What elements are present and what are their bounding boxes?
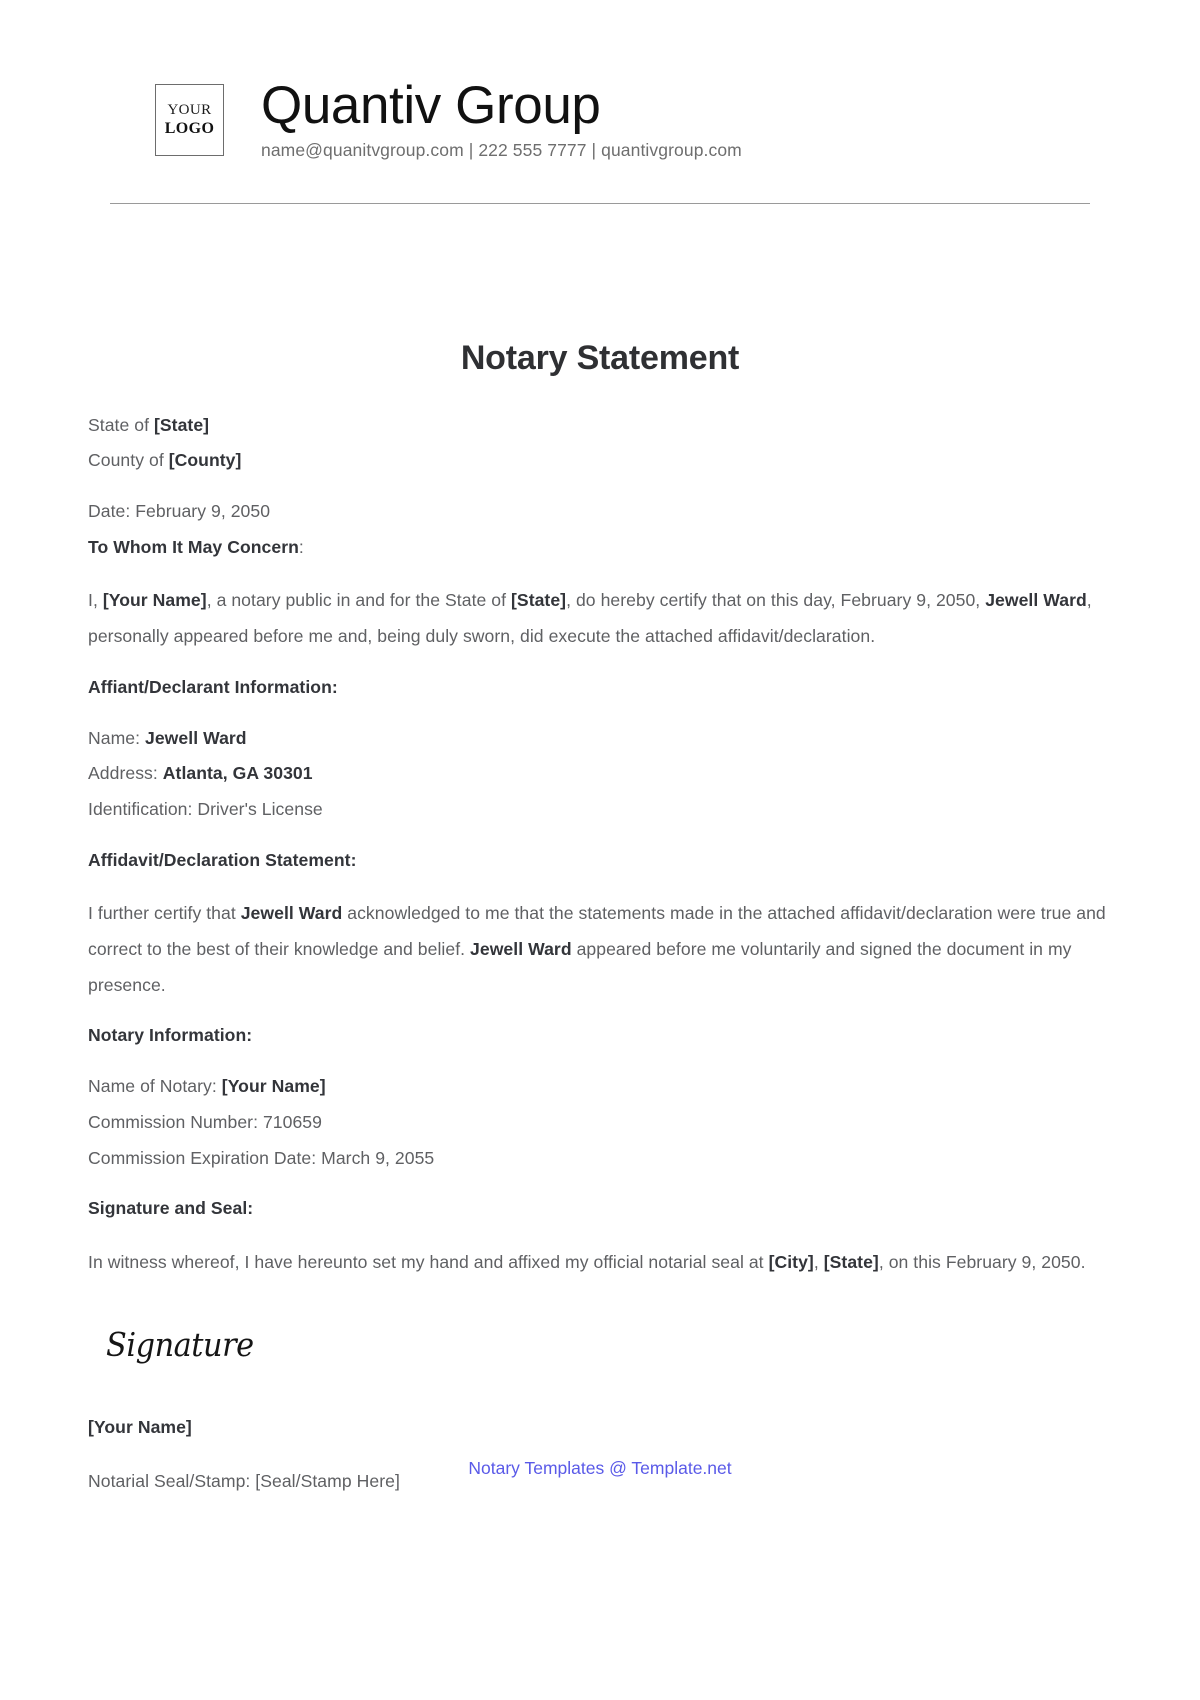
witness-paragraph: [88, 1245, 1112, 1281]
signer-name-value: [Your Name]: [88, 1416, 192, 1437]
logo-text-your: YOUR: [167, 102, 212, 119]
company-name: Quantiv Group: [261, 76, 601, 135]
witness-text-3: , on this February 9, 2050.: [878, 1252, 1086, 1272]
notary-name-label: Name of Notary:: [88, 1076, 222, 1097]
salutation-bold: To Whom It May Concern: [88, 536, 299, 557]
affidavit-section-heading: [88, 843, 1112, 879]
footer-link-template-net[interactable]: Template.net: [631, 1458, 732, 1478]
state-label: State of: [88, 414, 154, 435]
witness-text-2: ,: [813, 1252, 824, 1272]
brand-block: [261, 78, 742, 163]
state-value: [State]: [153, 414, 210, 435]
county-label: County of: [88, 450, 169, 471]
affiant-name-line: [88, 721, 1112, 757]
affidavit-text-1: I further certify that: [88, 903, 241, 924]
logo-text-logo: LOGO: [164, 119, 215, 137]
affiant-name-label: Name:: [88, 727, 146, 748]
header-divider: [110, 203, 1090, 204]
notary-heading-text: Notary Information:: [88, 1025, 253, 1046]
certify-state: [State]: [511, 590, 567, 611]
signer-name-line: [88, 1410, 1112, 1446]
certification-paragraph: [88, 583, 1112, 654]
state-line: [88, 408, 1112, 444]
affidavit-text-2: acknowledged to me that the statements made in the attached affidavit/declaration were true and correct to the best of their knowledge and belief.: [88, 903, 1106, 960]
affidavit-paragraph: [88, 896, 1112, 1003]
affiant-heading-text: Affiant/Declarant Information:: [88, 676, 338, 697]
notary-name-line: [88, 1069, 1112, 1105]
signature-section-heading: [88, 1191, 1112, 1227]
affiant-address-label: Address:: [88, 763, 163, 784]
county-line: [88, 443, 1112, 479]
affidavit-heading-text: Affidavit/Declaration Statement:: [88, 849, 357, 870]
affiant-identification-line: Identification: Driver's License: [88, 798, 323, 819]
affiant-address-line: [88, 756, 1112, 792]
certify-text-4: , personally appeared before me and, being duly sworn, did execute the attached affidavit/declaration.: [88, 590, 1092, 647]
letterhead: [0, 0, 1200, 163]
certify-affiant-name: Jewell Ward: [985, 590, 1087, 611]
salutation-line: [88, 530, 1112, 566]
footer-link-notary-templates[interactable]: Notary Templates: [468, 1458, 605, 1478]
affiant-address-value: Atlanta, GA 30301: [162, 763, 313, 784]
contact-line: name@quanitvgroup.com | 222 555 7777 | quantivgroup.com: [261, 139, 742, 160]
witness-city: [City]: [768, 1252, 814, 1272]
date-line: Date: February 9, 2050: [88, 501, 271, 522]
certify-text-1: I,: [88, 590, 103, 611]
affiant-section-heading: [88, 670, 1112, 706]
logo-placeholder: [155, 84, 224, 156]
salutation-colon: :: [298, 536, 304, 557]
footer: [0, 1458, 1200, 1479]
commission-expiration-line: Commission Expiration Date: March 9, 2055: [88, 1147, 435, 1168]
witness-text-1: In witness whereof, I have hereunto set my hand and affixed my official notarial seal at: [88, 1252, 769, 1272]
signature-heading-text: Signature and Seal:: [88, 1198, 254, 1219]
certify-your-name: [Your Name]: [102, 590, 207, 611]
affidavit-affiant-name-2: Jewell Ward: [470, 939, 572, 960]
affidavit-text-3: appeared before me voluntarily and signed the document in my presence.: [88, 939, 1072, 995]
notary-section-heading: [88, 1018, 1112, 1054]
affidavit-affiant-name-1: Jewell Ward: [240, 903, 343, 924]
signature-script: Signature: [106, 1324, 254, 1364]
commission-number-line: Commission Number: 710659: [88, 1111, 322, 1132]
witness-state: [State]: [823, 1252, 879, 1272]
affiant-name-value: Jewell Ward: [145, 727, 247, 748]
certify-text-2: , a notary public in and for the State of: [206, 590, 511, 611]
seal-stamp-line: Notarial Seal/Stamp: [Seal/Stamp Here]: [88, 1471, 400, 1492]
page-title: Notary Statement: [460, 338, 740, 377]
document-body: [0, 408, 1200, 1500]
certify-text-3: , do hereby certify that on this day, February 9, 2050,: [566, 590, 986, 611]
footer-separator: @: [609, 1458, 627, 1478]
county-value: [County]: [168, 450, 242, 471]
notary-name-value: [Your Name]: [221, 1076, 326, 1097]
